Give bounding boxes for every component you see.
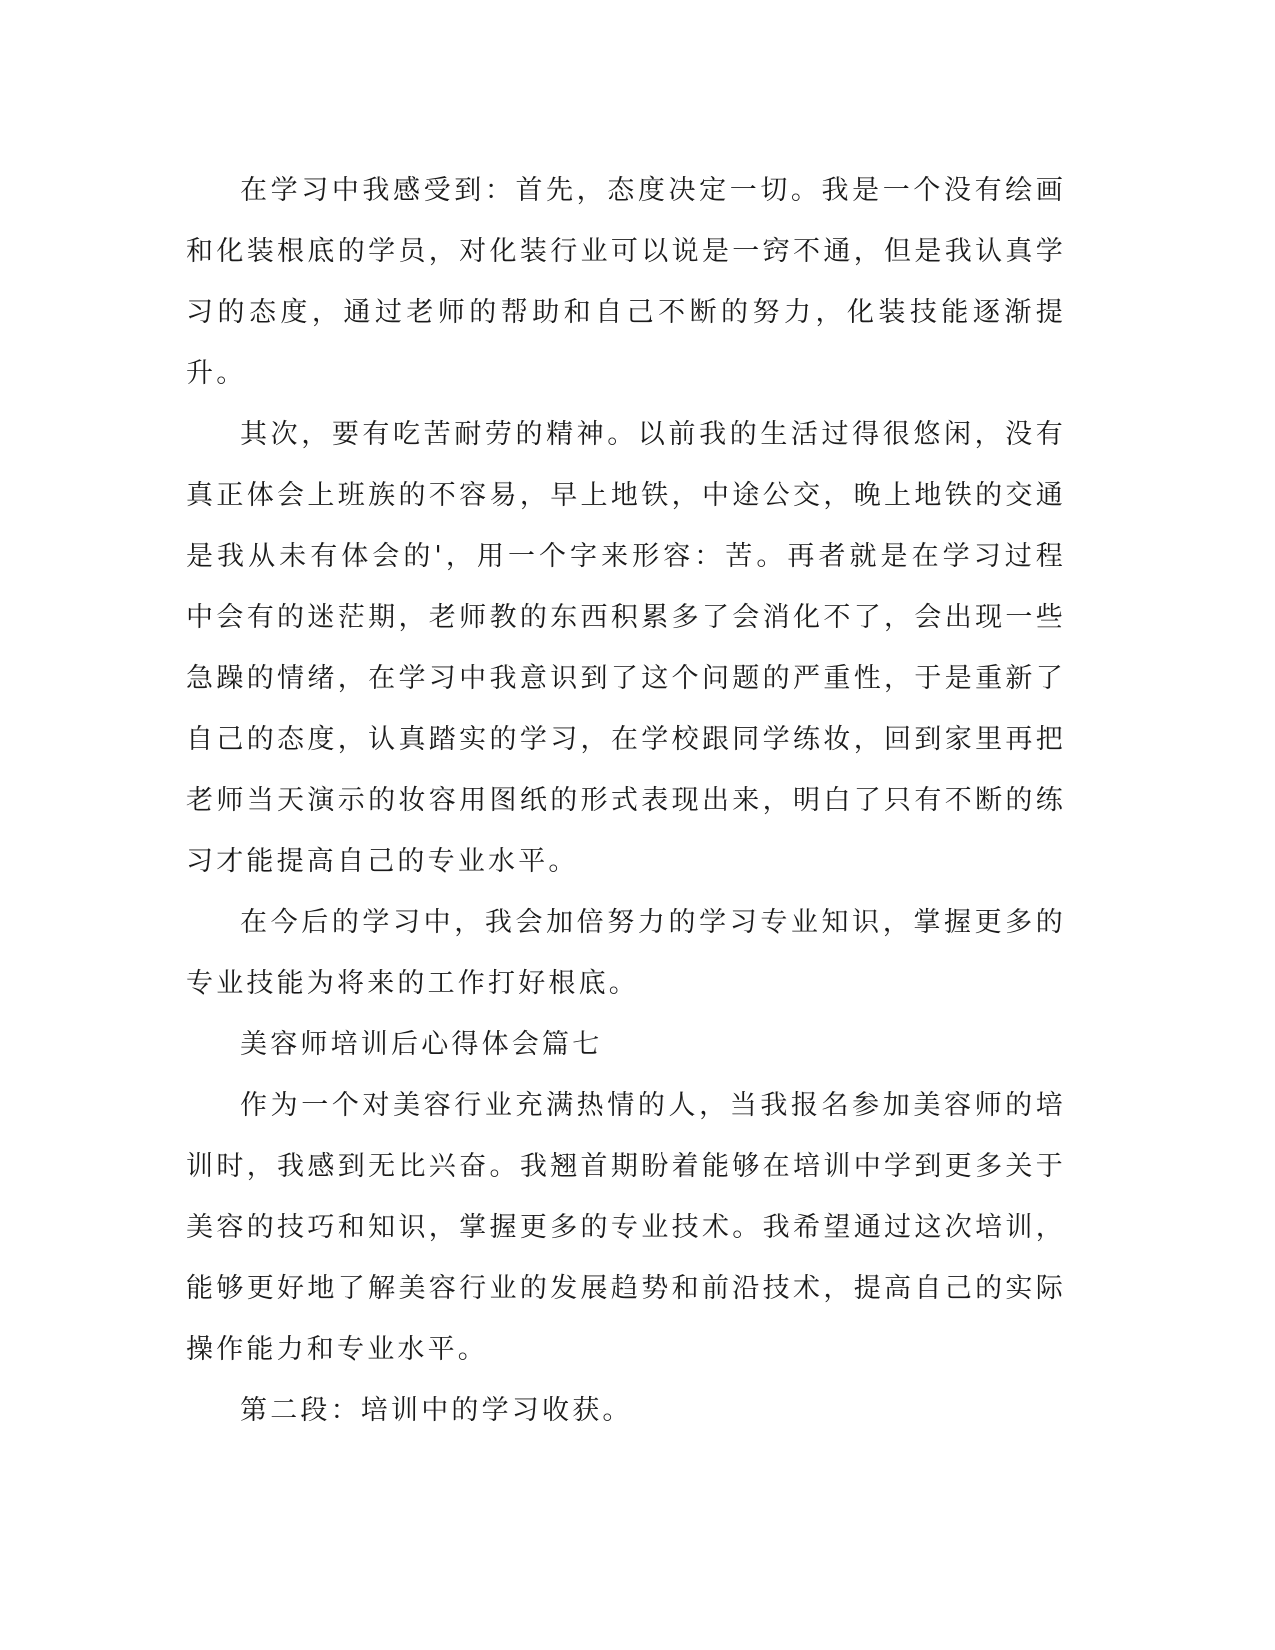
section-subheading: 第二段：培训中的学习收获。 [240, 1395, 633, 1426]
paragraph-hardship: 其次，要有吃苦耐劳的精神。以前我的生活过得很悠闲，没有真正体会上班族的不容易，早上地铁，中途公交，晚上地铁的交通是我从未有体会的'，用一个字来形容：苦。再者就是在学习过程中会有的迷茫期，老师教的东西积累多了会消化不了，会出现一些急躁的情绪，在学习中我意识到了这个问题的严重性，于是重新了自己的态度，认真踏实的学习，在学校跟同学练妆，回到家里再把老师当天演示的妆容用图纸的形式表现出来，明白了只有不断的练习才能提高自己的专业水平。 [186, 419, 1066, 877]
document-body [186, 160, 1066, 1441]
paragraph-future-study: 在今后的学习中，我会加倍努力的学习专业知识，掌握更多的专业技能为将来的工作打好根底。 [186, 907, 1066, 999]
paragraph-enthusiasm: 作为一个对美容行业充满热情的人，当我报名参加美容师的培训时，我感到无比兴奋。我翘首期盼着能够在培训中学到更多关于美容的技巧和知识，掌握更多的专业技术。我希望通过这次培训，能够更好地了解美容行业的发展趋势和前沿技术，提高自己的实际操作能力和专业水平。 [186, 1090, 1066, 1365]
paragraph-attitude: 在学习中我感受到：首先，态度决定一切。我是一个没有绘画和化装根底的学员，对化装行业可以说是一窍不通，但是我认真学习的态度，通过老师的帮助和自己不断的努力，化装技能逐渐提升。 [186, 175, 1066, 389]
section-heading: 美容师培训后心得体会篇七 [240, 1029, 603, 1060]
